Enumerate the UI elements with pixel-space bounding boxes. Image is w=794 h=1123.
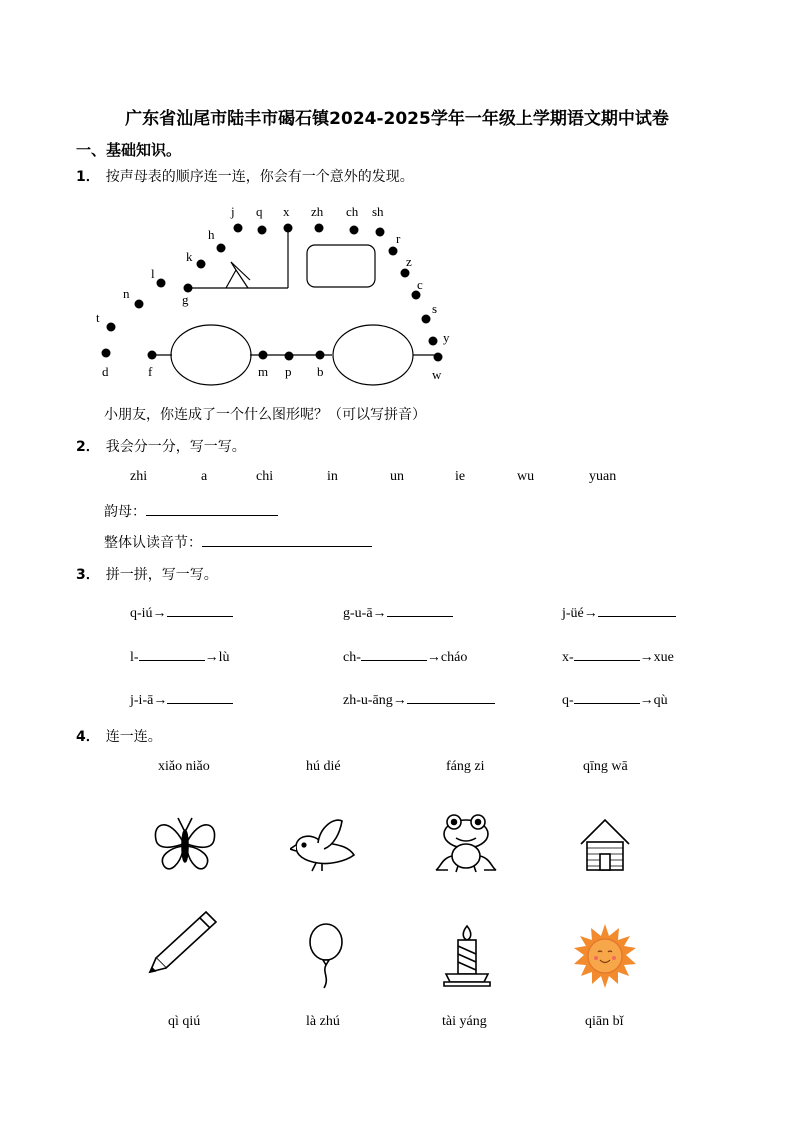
pinyin-word: qiān bǐ [585, 1014, 624, 1029]
dot-x [284, 224, 293, 233]
whole-syllable-label: 整体认读音节： [104, 535, 202, 551]
dot-y [429, 337, 438, 346]
spell-item: j-i-ā→ [130, 689, 233, 709]
letter-zh: zh [311, 204, 324, 219]
syllable-item: zhi [130, 469, 148, 484]
pinyin-word: xiǎo niǎo [158, 759, 210, 774]
letter-y: y [443, 330, 450, 345]
letter-b: b [317, 364, 324, 379]
bird-icon [290, 815, 362, 873]
question-3 [76, 564, 218, 584]
spell-item: x- →xue [562, 646, 674, 666]
spell-item: l- →lù [130, 646, 229, 666]
letter-l: l [151, 266, 155, 281]
dot-h [217, 244, 226, 253]
letter-p: p [285, 364, 292, 379]
syllable-item: in [327, 469, 338, 484]
balloon-icon [306, 922, 346, 990]
spell-answer-line[interactable] [387, 602, 453, 617]
syllable-item: a [201, 469, 208, 484]
pinyin-word: qīng wā [583, 759, 628, 774]
spell-item: g-u-ā→ [343, 602, 453, 622]
letter-t: t [96, 310, 100, 325]
letter-sh: sh [372, 204, 384, 219]
letter-f: f [148, 364, 153, 379]
section-heading: 一、基础知识。 [76, 141, 182, 159]
dot-ch [350, 226, 359, 235]
letter-n: n [123, 286, 130, 301]
question-2 [76, 436, 246, 456]
letter-j: j [231, 204, 235, 219]
dot-w [434, 353, 443, 362]
letter-k: k [186, 249, 193, 264]
spell-answer-line[interactable] [598, 602, 676, 617]
syllable-item: ie [455, 469, 466, 484]
dot-t [107, 323, 116, 332]
syllable-item: wu [517, 469, 535, 484]
sun-icon [572, 924, 638, 988]
question-text: 按声母表的顺序连一连，你会有一个意外的发现。 [105, 169, 414, 185]
dot-f [148, 351, 157, 360]
dot-r [389, 247, 398, 256]
whole-syllable-answer-line[interactable] [202, 532, 372, 547]
dot-m [259, 351, 268, 360]
question-text: 我会分一分，写一写。 [105, 439, 246, 455]
q1-prompt: 小朋友，你连成了一个什么图形呢？（可以写拼音） [104, 407, 426, 423]
question-1 [76, 166, 414, 186]
vowel-label: 韵母： [104, 504, 146, 520]
question-text: 拼一拼，写一写。 [105, 567, 218, 583]
letter-r: r [396, 231, 401, 246]
pinyin-word: fáng zi [446, 759, 485, 774]
dot-d [102, 349, 111, 358]
letter-x: x [283, 204, 290, 219]
letter-g: g [182, 292, 189, 307]
pencil-icon [148, 906, 222, 974]
dot-z [401, 269, 410, 278]
question-number: 2． [76, 439, 100, 455]
dot-s [422, 315, 431, 324]
candle-icon [440, 924, 494, 988]
letter-q: q [256, 204, 263, 219]
letter-z: z [406, 254, 412, 269]
vowel-answer-line[interactable] [146, 501, 278, 516]
letter-h: h [208, 227, 215, 242]
spell-answer-line[interactable] [574, 689, 640, 704]
question-number: 4． [76, 729, 100, 745]
spell-item: j-üé→ [562, 602, 676, 622]
dot-k [197, 260, 206, 269]
spell-answer-line[interactable] [407, 689, 495, 704]
spell-item: ch- →cháo [343, 646, 467, 666]
dot-b [316, 351, 325, 360]
vowel-row [104, 501, 278, 521]
spell-answer-line[interactable] [167, 689, 233, 704]
dot-zh [315, 224, 324, 233]
spell-item: q-iú→ [130, 602, 233, 622]
dot-l [157, 279, 166, 288]
dot-j [234, 224, 243, 233]
frog-icon [434, 812, 498, 874]
letter-m: m [258, 364, 269, 379]
question-number: 1． [76, 169, 100, 185]
letter-s: s [432, 301, 438, 316]
page-title: 广东省汕尾市陆丰市碣石镇2024-2025学年一年级上学期语文期中试卷 [125, 109, 669, 129]
spell-answer-line[interactable] [361, 646, 427, 661]
spell-answer-line[interactable] [139, 646, 205, 661]
syllable-item: chi [256, 469, 274, 484]
pinyin-word: tài yáng [442, 1014, 487, 1029]
letter-c: c [417, 277, 423, 292]
spell-answer-line[interactable] [574, 646, 640, 661]
syllable-item: un [390, 469, 404, 484]
spell-item: q- →qù [562, 689, 668, 709]
pinyin-word: hú dié [306, 759, 341, 774]
dot-n [135, 300, 144, 309]
dot-sh [376, 228, 385, 237]
letter-w: w [432, 367, 442, 382]
dot-to-dot-car [90, 200, 470, 390]
question-number: 3． [76, 567, 100, 583]
pinyin-word: là zhú [306, 1014, 340, 1029]
question-text: 连一连。 [105, 729, 162, 745]
question-4 [76, 726, 162, 746]
letter-d: d [102, 364, 109, 379]
dot-p [285, 352, 294, 361]
pinyin-word: qì qiú [168, 1014, 201, 1029]
butterfly-icon [150, 812, 220, 876]
letter-ch: ch [346, 204, 359, 219]
dot-q [258, 226, 267, 235]
spell-item: zh-u-āng→ [343, 689, 495, 709]
spell-answer-line[interactable] [167, 602, 233, 617]
whole-syllable-row [104, 532, 372, 552]
syllable-item: yuan [589, 469, 617, 484]
house-icon [578, 816, 632, 872]
